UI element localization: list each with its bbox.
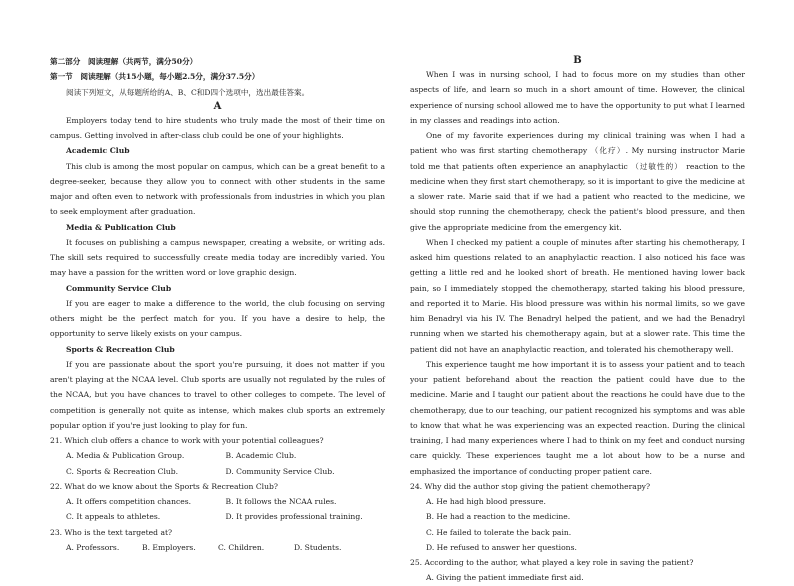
option: B. Employers. <box>142 542 196 552</box>
option: D. It provides professional training. <box>225 512 363 522</box>
option: D. He refused to answer her questions. <box>426 542 577 552</box>
option: A. Giving the patient immediate first aid. <box>426 573 584 583</box>
passage-b-paragraph: When I was in nursing school, I had to focus more on my studies than other aspects of life, and learn so much in a short amount of time. However, the clinical experience of nursing school allowed me to have the opportunity to put what I learned in my classes and readings into action. <box>410 70 745 125</box>
passage-a-label: A <box>213 100 222 112</box>
club-heading: Sports & Recreation Club <box>66 344 175 354</box>
option: B. It follows the NCAA rules. <box>225 497 337 506</box>
part-header: 第二部分 阅读理解（共两节，满分50分） <box>50 57 198 66</box>
left-column <box>50 54 385 555</box>
option: A. It offers competition chances. <box>66 497 192 506</box>
club-description: If you are eager to make a difference to the world, the club focusing on serving others might be the perfect match for you. If you have a desire to help, the opportunity to serve likely exists on your campus. <box>50 298 385 339</box>
question-stem: 24. Why did the author stop giving the patient chemotherapy? <box>410 481 651 491</box>
question-options <box>66 494 385 509</box>
question-stem: 25. According to the author, what played a key role in saving the patient? <box>410 558 694 567</box>
option: A. Professors. <box>66 542 120 552</box>
option: C. It appeals to athletes. <box>66 512 161 522</box>
option: C. Children. <box>218 542 265 552</box>
question-options <box>66 448 385 463</box>
option: A. Media & Publication Group. <box>66 451 185 461</box>
option: B. Academic Club. <box>225 451 297 461</box>
passage-b-paragraph: When I checked my patient a couple of minutes after starting his chemotherapy, I asked him questions related to an anaphylactic reaction. I also noticed his face was getting a little red and he looked short of breath. He mentioned having lower back pain, so I immediately stopped the chemotherapy, started taking his blood pressure, and reported it to Marie. His blood pressure was within his normal limits, so we gave him Benadryl via his IV. The Benadryl helped the patient, and we had the Benadryl running when we started his chemotherapy again, but at a slower rate. This time the patient did not have an anaphylactic reaction, and tolerated his chemotherapy well. <box>410 237 745 354</box>
option: C. Sports & Recreation Club. <box>66 466 179 476</box>
club-description: It focuses on publishing a campus newspaper, creating a website, or writing ads. The skill sets required to successfully create media today are incredibly varied. You may have a passion for the written word or love graphic design. <box>50 237 385 278</box>
question-options <box>66 509 385 524</box>
question-stem: 23. Who is the text targeted at? <box>50 527 173 537</box>
club-description: If you are passionate about the sport you're pursuing, it does not matter if you aren't playing at the NCAA level. Club sports are usually not regulated by the rules of the NCAA, but you have chances to travel to other colleges to compete. The level of competition is generally not quite as intense, which makes club sports an extremely popular option if you're just looking to play for fun. <box>50 359 385 430</box>
option: C. He failed to tolerate the back pain. <box>426 527 572 537</box>
passage-b-label: B <box>573 55 582 66</box>
question-options <box>66 540 385 555</box>
club-heading: Academic Club <box>66 146 130 156</box>
option: B. He had a reaction to the medicine. <box>426 512 571 522</box>
option: D. Community Service Club. <box>225 466 335 476</box>
option: D. Students. <box>294 542 342 552</box>
question-stem: 21. Which club offers a chance to work with your potential colleagues? <box>50 436 324 445</box>
passage-b-paragraph: One of my favorite experiences during my clinical training was when I had a patient who was first starting chemotherapy （化疗）. My nursing instructor Marie told me that patients often experience an anaphylactic （过敏性的） reaction to the medicine when they first start chemotherapy, so it is important to give the medicine at a slower rate. Marie said that if we had a patient who reacted to the medicine, we should stop running the chemotherapy, check the patient's blood pressure, and then give the appropriate medicine from the emergency kit. <box>410 131 745 232</box>
question-options <box>66 464 385 479</box>
option: A. He had high blood pressure. <box>426 497 546 506</box>
section-header: 第一节 阅读理解（共15小题，每小题2.5分，满分37.5分） <box>50 72 260 82</box>
club-heading: Media & Publication Club <box>66 222 176 232</box>
passage-a-intro: Employers today tend to hire students who truly made the most of their time on campus. Getting involved in after-class club could be one of your highlights. <box>50 115 385 140</box>
club-description: This club is among the most popular on campus, which can be a great benefit to a degree-seeker, because they allow you to connect with other students in the same major and often even to network with professionals from industries in which you plan to seek employment after graduation. <box>50 161 385 217</box>
passage-b-paragraph: This experience taught me how important it is to assess your patient and to teach your patient beforehand about the reaction the patient could have due to the medicine. Marie and I taught our patient about the reactions he could have due to the chemotherapy, due to our teaching, our patient recognized his symptoms and was able to know that what he was experiencing was an expected reaction. During the clinical training, I had many experiences where I had to think on my feet and conduct nursing care quickly. These experiences taught me a lot about how to be a nurse and emphasized the importance of conducting proper patient care. <box>410 359 745 476</box>
instructions: 阅读下列短文，从每题所给的A、B、C和D四个选项中，选出最佳答案。 <box>66 87 310 97</box>
question-stem: 22. What do we know about the Sports & Recreation Club? <box>50 481 278 491</box>
club-heading: Community Service Club <box>66 283 172 293</box>
right-column <box>410 54 745 586</box>
